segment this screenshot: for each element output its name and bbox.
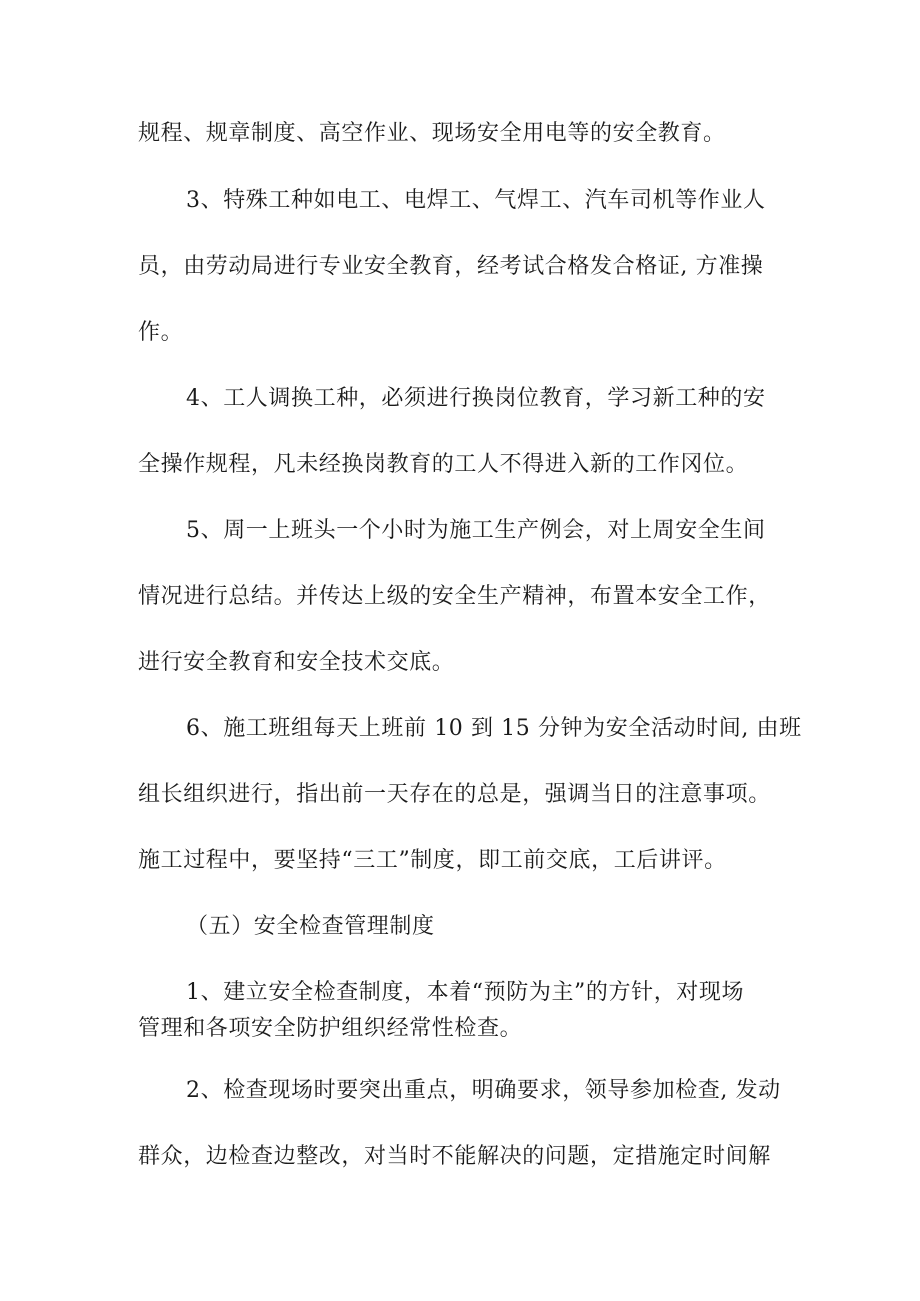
text-line: 作。 [138, 320, 184, 345]
text-line: 1、建立安全检查制度，本着“预防为主”的方针，对现场 [186, 980, 745, 1005]
text-line: 情况进行总结。并传达上级的安全生产精神，布置本安全工作， [138, 584, 771, 609]
text-line: 规程、规章制度、高空作业、现场安全用电等的安全教育。 [138, 121, 726, 146]
text-line: 组长组织进行，指出前一天存在的总是，强调当日的注意事项。 [138, 782, 771, 807]
text-line: 管理和各项安全防护组织经常性检查。 [138, 1016, 523, 1041]
text-line: 群众，边检查边整改，对当时不能解决的问题，定措施定时间解 [138, 1144, 771, 1169]
text-line: 5、周一上班头一个小时为施工生产例会，对上周安全生间 [186, 518, 766, 543]
text-line: 进行安全教育和安全技术交底。 [138, 650, 455, 675]
section-heading: （五）安全检查管理制度 [186, 914, 435, 939]
text-line: 员，由劳动局进行专业安全教育，经考试合格发合格证, 方准操 [138, 254, 764, 279]
text-line: 2、检查现场时要突出重点，明确要求，领导参加检查, 发动 [186, 1078, 781, 1103]
text-line: 施工过程中，要坚持“三工”制度，即工前交底，工后讲评。 [138, 848, 727, 873]
text-line: 4、工人调换工种，必须进行换岗位教育，学习新工种的安 [186, 386, 766, 411]
text-line: 3、特殊工种如电工、电焊工、气焊工、汽车司机等作业人 [186, 188, 766, 213]
text-line: 6、施工班组每天上班前 10 到 15 分钟为安全活动时间, 由班 [186, 716, 802, 741]
text-line: 全操作规程，凡未经换岗教育的工人不得进入新的工作冈位。 [138, 452, 749, 477]
